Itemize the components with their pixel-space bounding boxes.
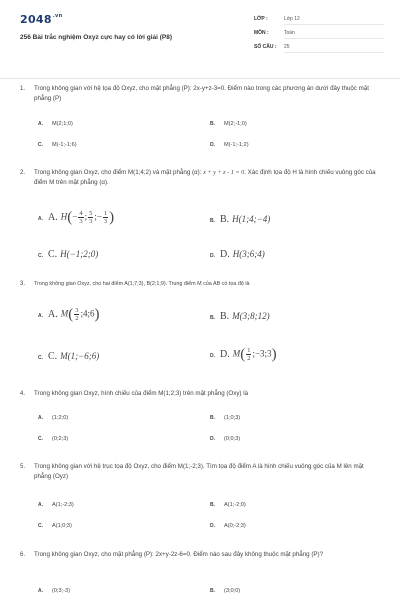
- option-text: M(-1;-1;2): [224, 142, 249, 148]
- option-b[interactable]: [210, 415, 240, 421]
- option-lead: B.: [220, 214, 230, 225]
- option-rest: ;−3;3: [252, 348, 272, 359]
- option-text: M(2;1;0): [52, 121, 73, 127]
- meta-subject-value: Toán: [284, 30, 384, 39]
- logo-text: 2048: [20, 13, 52, 26]
- option-label: A.: [38, 502, 43, 508]
- option-d[interactable]: [210, 249, 265, 260]
- option-text: (1;2;0): [52, 415, 69, 421]
- option-rest: ;4;6: [80, 308, 95, 319]
- option-label: C.: [38, 142, 43, 148]
- paren-open: (: [67, 209, 73, 226]
- option-c[interactable]: [38, 436, 68, 442]
- meta-class-key: LỚP :: [254, 16, 268, 22]
- question-text: Trong không gian Oxyz, hình chiếu của điểm M(1;2;3) trên mặt phẳng (Oxy) là: [34, 390, 249, 397]
- site-logo[interactable]: [20, 13, 62, 26]
- point-name: M: [60, 308, 69, 319]
- option-text: M(3;8;12): [232, 311, 270, 321]
- fraction: [246, 347, 251, 362]
- option-label: B.: [210, 121, 215, 127]
- fraction: [103, 210, 108, 225]
- option-label: A.: [38, 312, 43, 319]
- option-label: B.: [210, 415, 215, 421]
- question-text-part-2: . Xác định tọa độ H là hình chiếu vuông góc của điểm M trên mặt phẳng (α).: [34, 169, 376, 186]
- meta-class-value: Lớp 12: [284, 16, 384, 25]
- option-label: D.: [210, 142, 215, 148]
- option-text: H(1;4;−4): [232, 214, 271, 224]
- meta-count-key: SỐ CÂU :: [254, 44, 277, 50]
- option-label: D.: [210, 436, 215, 442]
- point-name: M: [232, 348, 241, 359]
- denominator: 3: [79, 218, 83, 225]
- numerator: 1: [247, 347, 251, 354]
- option-d[interactable]: [210, 347, 277, 362]
- plane-equation: x + y + z - 1 = 0: [203, 169, 245, 176]
- option-label: B.: [210, 502, 215, 508]
- question-number: 5.: [20, 464, 26, 470]
- paren-open: (: [68, 306, 74, 323]
- denominator: 3: [103, 218, 108, 225]
- denominator: 2: [247, 355, 251, 362]
- page-header: [0, 0, 400, 79]
- option-label: B.: [210, 218, 215, 224]
- option-c[interactable]: [38, 249, 98, 260]
- option-lead: C.: [48, 351, 58, 362]
- option-label: C.: [38, 523, 43, 529]
- option-text: A(1;-2;3): [52, 502, 74, 508]
- option-lead: C.: [48, 249, 58, 260]
- option-label: A.: [38, 121, 43, 127]
- option-lead: A.: [48, 211, 58, 223]
- option-a[interactable]: [38, 502, 74, 508]
- fraction: [74, 307, 79, 322]
- option-lead: B.: [220, 311, 230, 322]
- meta-count-value: 25: [284, 44, 384, 53]
- option-label: C.: [38, 355, 43, 361]
- question-text: [34, 168, 379, 188]
- option-label: C.: [38, 253, 43, 259]
- option-label: B.: [210, 315, 215, 321]
- question-number: 1.: [20, 86, 26, 92]
- option-c[interactable]: [38, 523, 72, 529]
- numerator: 1: [103, 210, 108, 217]
- question-text-part-1: Trong không gian Oxyz, cho điểm M(1;4;2) và mặt phẳng (α):: [34, 169, 202, 176]
- numerator: 5: [89, 210, 93, 217]
- option-d[interactable]: [210, 142, 249, 148]
- fraction: [78, 210, 83, 225]
- page-title: 256 Bài trắc nghiệm Oxyz cực hay có lời giải (P8): [20, 34, 173, 41]
- option-text: M(2;-1;0): [224, 121, 247, 127]
- option-lead: A.: [48, 308, 58, 320]
- option-label: D.: [210, 253, 215, 259]
- option-text: A(1;0;3): [52, 523, 72, 529]
- option-d[interactable]: [210, 436, 240, 442]
- option-text: H(−1;2;0): [60, 249, 99, 259]
- option-text: A(1;-2;0): [224, 502, 246, 508]
- question-number: 6.: [20, 552, 26, 558]
- numerator: 3: [75, 307, 79, 314]
- option-label: A.: [38, 215, 43, 222]
- question-text: Trong không gian Oxyz, cho hai điểm A(1;7;3), B(2;1;9). Trung điểm M của AB có tọa độ là: [34, 281, 250, 287]
- option-text: (1;0;3): [224, 415, 241, 421]
- question-number: 4.: [20, 391, 26, 397]
- option-a[interactable]: [38, 121, 73, 127]
- option-label: D.: [210, 523, 215, 529]
- option-c[interactable]: [38, 351, 99, 362]
- question-text: Trong không gian với hệ tọa độ Oxyz, cho mặt phẳng (P): 2x-y+z-3=0. Điểm nào trong các phương án dưới đây thuộc mặt phẳng (P): [34, 85, 369, 102]
- option-text: H(3;6;4): [232, 249, 265, 259]
- option-b[interactable]: [210, 311, 270, 322]
- option-b[interactable]: [210, 502, 246, 508]
- option-label: B.: [210, 588, 215, 594]
- option-d[interactable]: [210, 523, 246, 529]
- option-label: C.: [38, 436, 43, 442]
- option-a[interactable]: A. A. H(− $\frac{4}{3}$ ; $\frac{5}{3}$ ;− $\frac{1}{3}$ ): [38, 209, 115, 226]
- option-text: (0;0;3): [224, 436, 241, 442]
- option-b[interactable]: [210, 588, 240, 594]
- option-text: M(-1;-1;6): [52, 142, 77, 148]
- option-text: (0;2;3): [52, 436, 69, 442]
- option-a[interactable]: [38, 307, 100, 322]
- question-number: 2.: [20, 170, 26, 176]
- option-text: M(1;−6;6): [60, 351, 100, 361]
- logo-suffix: .vn: [52, 13, 63, 19]
- option-b[interactable]: [210, 121, 247, 127]
- option-text: A(0;-2;3): [224, 523, 246, 529]
- fraction: [88, 210, 93, 225]
- question-number: 3.: [20, 281, 26, 287]
- denominator: 3: [89, 218, 93, 225]
- question-text: Trong không gian Oxyz, cho mặt phẳng (P): 2x+y-2z-6=0. Điểm nào sau đây không thuộc mặt phẳng (P)?: [34, 551, 324, 558]
- option-label: A.: [38, 588, 43, 594]
- paren-open: (: [240, 346, 246, 363]
- numerator: 4: [79, 210, 83, 217]
- option-label: A.: [38, 415, 43, 421]
- option-c[interactable]: [38, 142, 77, 148]
- paren-close: ): [271, 346, 277, 363]
- point-name: H: [60, 211, 68, 222]
- option-lead: D.: [220, 348, 230, 360]
- option-a[interactable]: [38, 415, 68, 421]
- option-b[interactable]: [210, 214, 270, 225]
- denominator: 2: [75, 315, 79, 322]
- paren-close: ): [94, 306, 100, 323]
- option-label: D.: [210, 352, 215, 359]
- option-text: (3;0;0): [224, 588, 241, 594]
- meta-subject-key: MÔN :: [254, 30, 269, 36]
- paren-close: ): [109, 209, 115, 226]
- option-text: (0;3;-3): [52, 588, 71, 594]
- option-a[interactable]: [38, 588, 70, 594]
- option-lead: D.: [220, 249, 230, 260]
- question-text: Trong không gian với hệ trục tọa độ Oxyz, cho điểm M(1;-2;3). Tìm tọa độ điểm A là hình chiếu vuông góc của M lên mặt phẳng (Oyz): [34, 463, 364, 480]
